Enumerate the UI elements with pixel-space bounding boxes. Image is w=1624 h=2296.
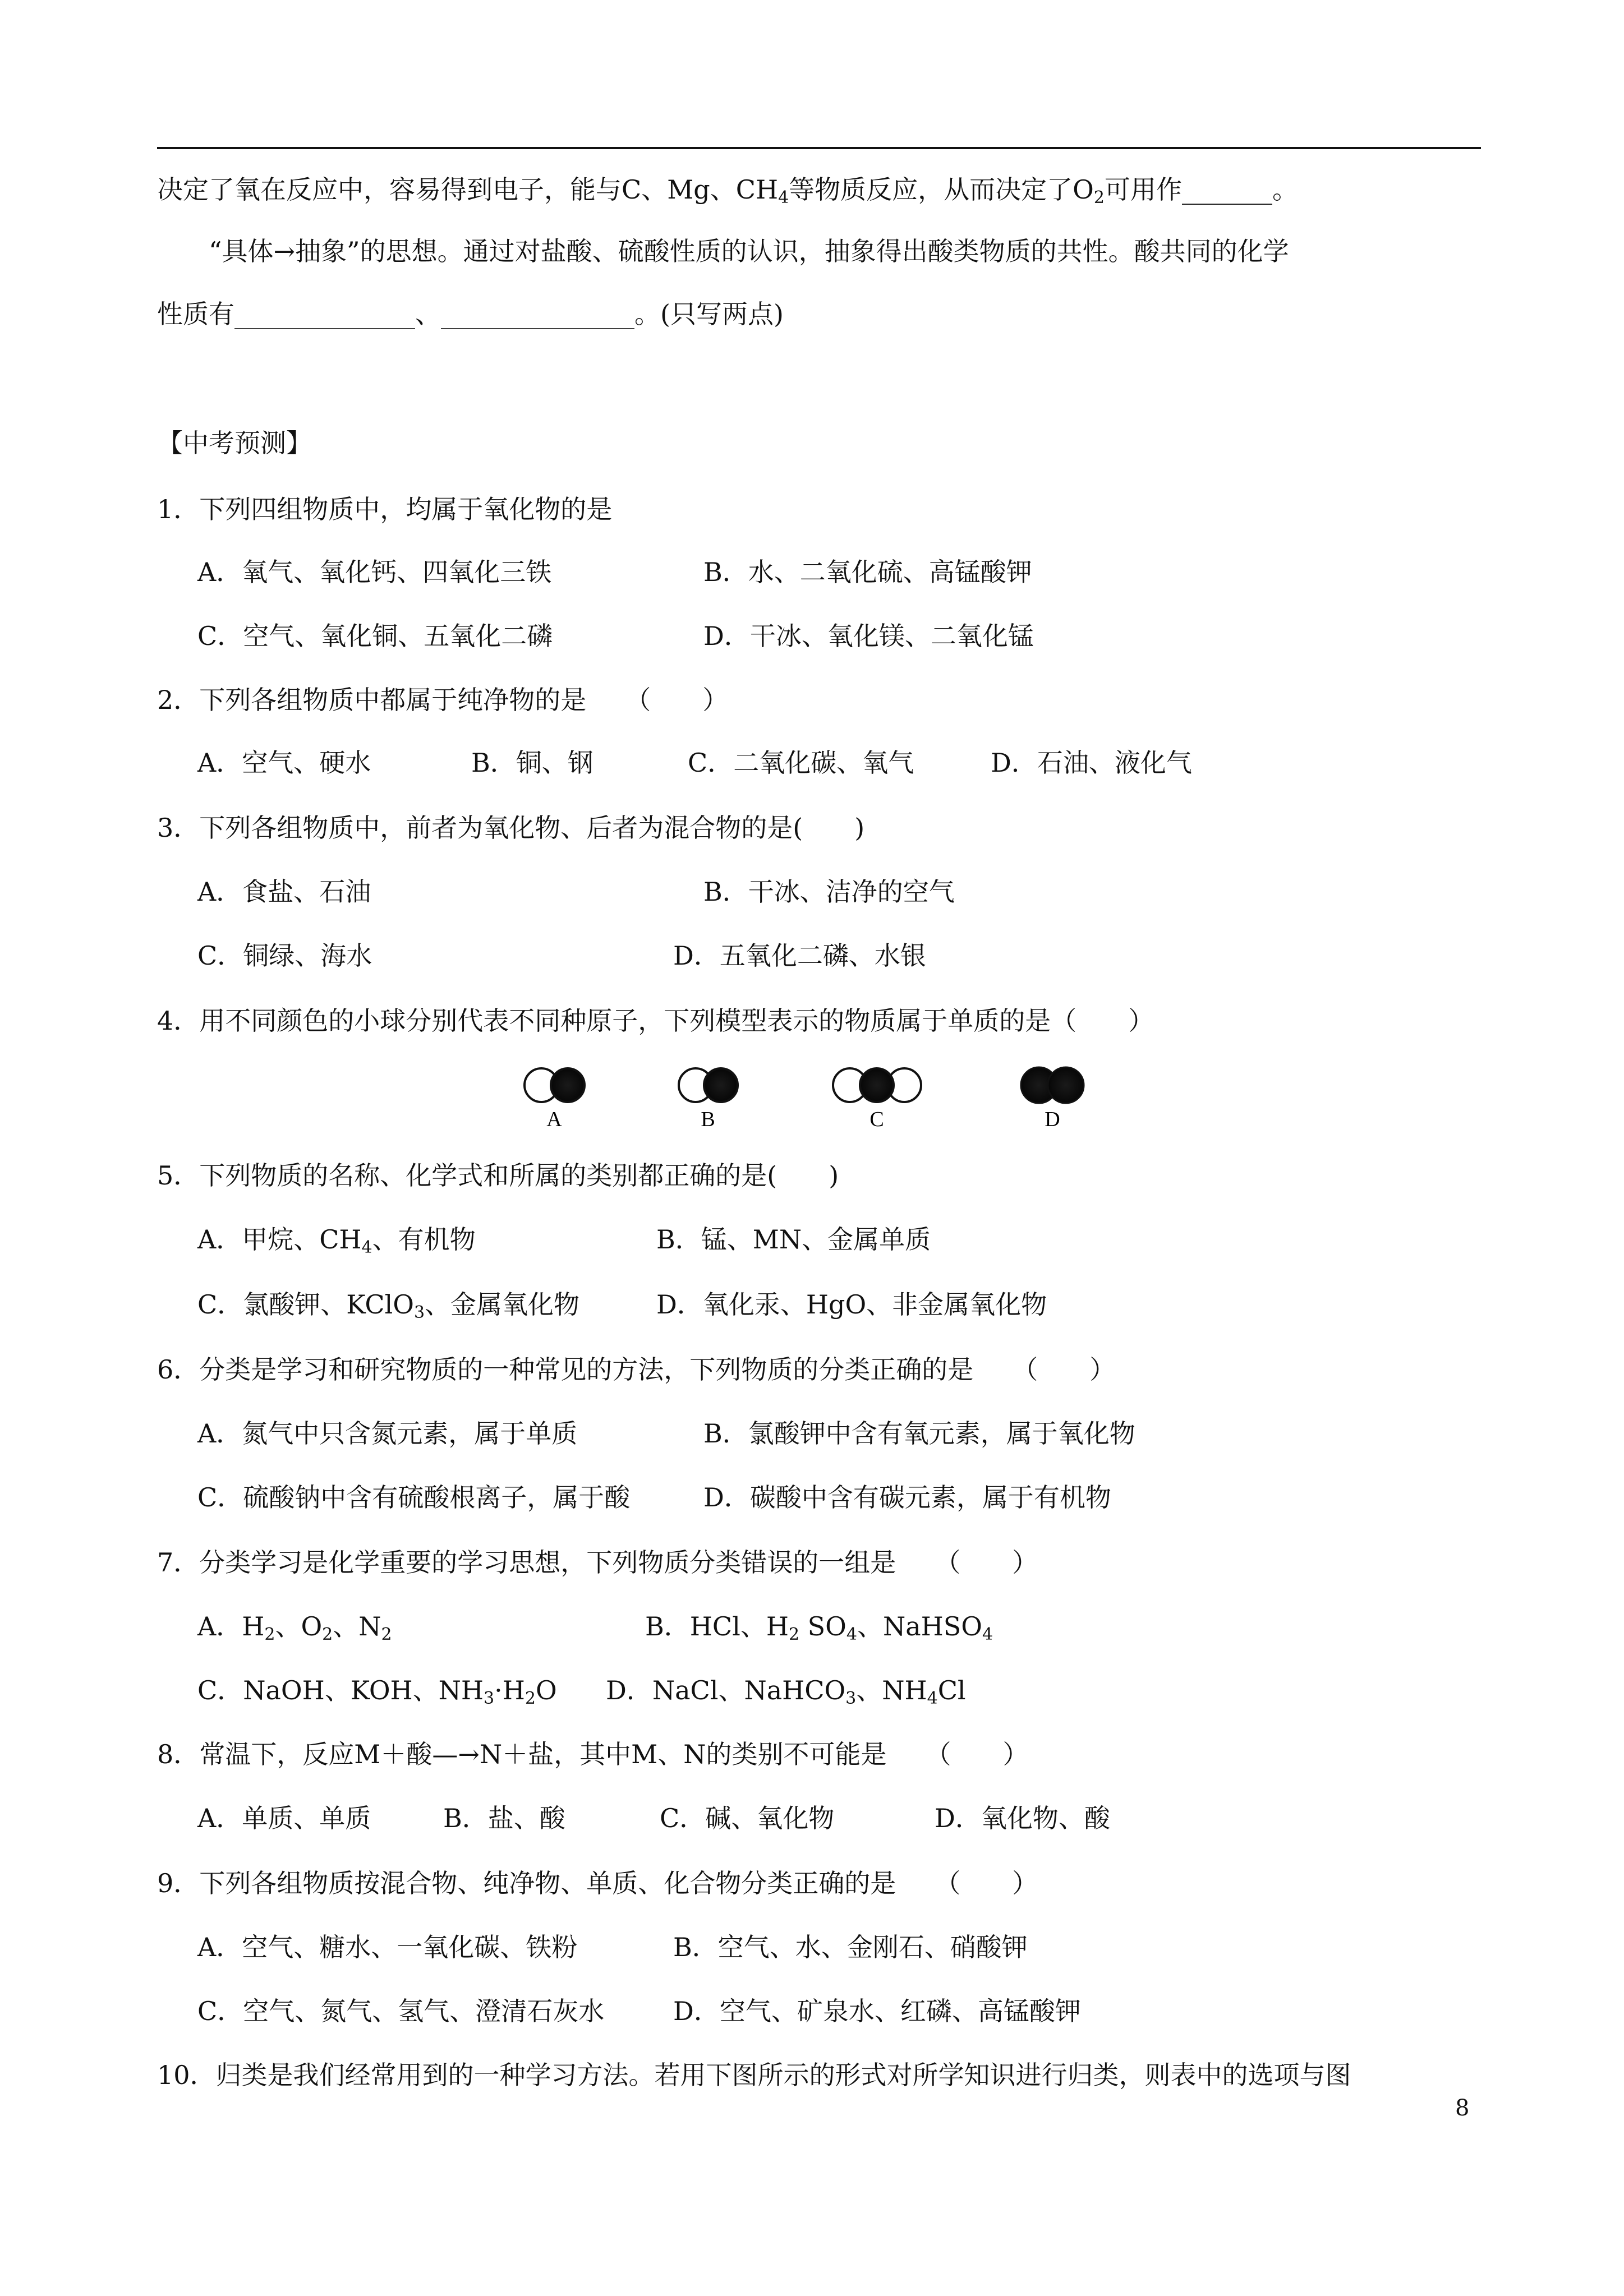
section-title: 【中考预测】 — [157, 428, 312, 458]
question-stem: 5．下列物质的名称、化学式和所属的类别都正确的是( ) — [157, 1160, 839, 1191]
option-b: B．HCl、$H_2$ $SO_4$、NaHSO$_4$ — [645, 1611, 993, 1644]
option-b: B．干冰、洁净的空气 — [703, 877, 955, 907]
option-d: D．石油、液化气 — [991, 748, 1192, 778]
option-a: A．空气、糖水、一氧化碳、铁粉 — [197, 1932, 578, 1962]
option-c: C．铜绿、海水 — [197, 940, 372, 971]
model-label-c: C — [869, 1108, 884, 1131]
question-stem: 1．下列四组物质中，均属于氧化物的是 — [157, 494, 613, 524]
option-c: C．硫酸钠中含有硫酸根离子，属于酸 — [197, 1482, 631, 1513]
option-b: B．锰、MN、金属单质 — [656, 1224, 931, 1255]
option-d: D．五氧化二磷、水银 — [673, 940, 926, 971]
page-number: 8 — [1455, 2095, 1470, 2121]
option-d: D．干冰、氧化镁、二氧化锰 — [703, 621, 1034, 651]
black-atom-icon — [704, 1068, 738, 1102]
option-c: C．二氧化碳、氧气 — [688, 748, 914, 778]
option-b: B．氯酸钾中含有氧元素，属于氧化物 — [703, 1418, 1135, 1449]
question-stem: 8．常温下，反应M＋酸—→N＋盐，其中M、N的类别不可能是 （ ） — [157, 1739, 1029, 1769]
molecule-models-figure — [505, 1054, 1144, 1144]
option-c: C．NaOH、KOH、$NH_3\cdot H_2O$ — [197, 1675, 557, 1708]
question-stem: 2．下列各组物质中都属于纯净物的是 （ ） — [157, 685, 729, 715]
intro-line-2: “具体→抽象”的思想。通过对盐酸、硫酸性质的认识，抽象得出酸类物质的共性。酸共同的化学 — [209, 236, 1289, 266]
black-atom-icon — [551, 1068, 585, 1102]
option-c: C．空气、氮气、氢气、澄清石灰水 — [197, 1996, 605, 2026]
option-b: B．空气、水、金刚石、硝酸钾 — [673, 1932, 1028, 1962]
question-stem: 4．用不同颜色的小球分别代表不同种原子，下列模型表示的物质属于单质的是（ ） — [157, 1006, 1154, 1036]
option-c: C．碱、氧化物 — [660, 1803, 835, 1833]
option-d: D．碳酸中含有碳元素，属于有机物 — [703, 1482, 1111, 1513]
option-a: A．氮气中只含氮元素，属于单质 — [197, 1418, 578, 1449]
option-a: A．单质、单质 — [197, 1803, 371, 1833]
question-stem: 9．下列各组物质按混合物、纯净物、单质、化合物分类正确的是 （ ） — [157, 1868, 1038, 1898]
header-rule — [157, 147, 1481, 149]
option-c: C．空气、氧化铜、五氧化二磷 — [197, 621, 553, 651]
question-stem: 6．分类是学习和研究物质的一种常见的方法，下列物质的分类正确的是 （ ） — [157, 1354, 1116, 1385]
option-a: A．食盐、石油 — [197, 877, 371, 907]
model-label-a: A — [546, 1108, 562, 1131]
option-b: B．水、二氧化硫、高锰酸钾 — [703, 557, 1032, 587]
option-a: A．甲烷、$CH_4$、有机物 — [197, 1224, 476, 1257]
black-atom-icon — [860, 1068, 894, 1102]
option-d: D．空气、矿泉水、红磷、高锰酸钾 — [673, 1996, 1081, 2026]
model-a — [525, 1068, 585, 1102]
model-label-b: B — [701, 1108, 715, 1131]
option-d: D．NaCl、NaHCO$_3$、$NH_4Cl$ — [606, 1675, 966, 1708]
option-b: B．盐、酸 — [443, 1803, 565, 1833]
model-d — [1021, 1067, 1084, 1103]
option-d: D．氧化物、酸 — [935, 1803, 1110, 1833]
black-atom-icon — [1048, 1067, 1084, 1103]
question-stem: 7．分类学习是化学重要的学习思想，下列物质分类错误的一组是 （ ） — [157, 1547, 1038, 1578]
model-label-d: D — [1045, 1108, 1060, 1131]
question-stem: 10．归类是我们经常用到的一种学习方法。若用下图所示的形式对所学知识进行归类，则表中的选项与图 — [157, 2060, 1351, 2090]
option-a: A．空气、硬水 — [197, 748, 371, 778]
option-b: B．铜、钢 — [471, 748, 594, 778]
intro-line-1: 决定了氧在反应中，容易得到电子，能与C、Mg、$CH_4$等物质反应，从而决定了$O_2$可用作_______。 — [157, 174, 1298, 208]
intro-line-3: 性质有______________、_______________。(只写两点) — [157, 299, 784, 329]
option-a: A．$H_2$、$O_2$、$N_2$ — [197, 1611, 392, 1644]
question-stem: 3．下列各组物质中，前者为氧化物、后者为混合物的是( ) — [157, 813, 865, 843]
option-d: D．氧化汞、HgO、非金属氧化物 — [656, 1289, 1047, 1320]
option-c: C．氯酸钾、KClO$_3$、金属氧化物 — [197, 1289, 580, 1322]
model-c — [833, 1068, 921, 1102]
option-a: A．氧气、氧化钙、四氧化三铁 — [197, 557, 552, 587]
model-b — [679, 1068, 738, 1102]
